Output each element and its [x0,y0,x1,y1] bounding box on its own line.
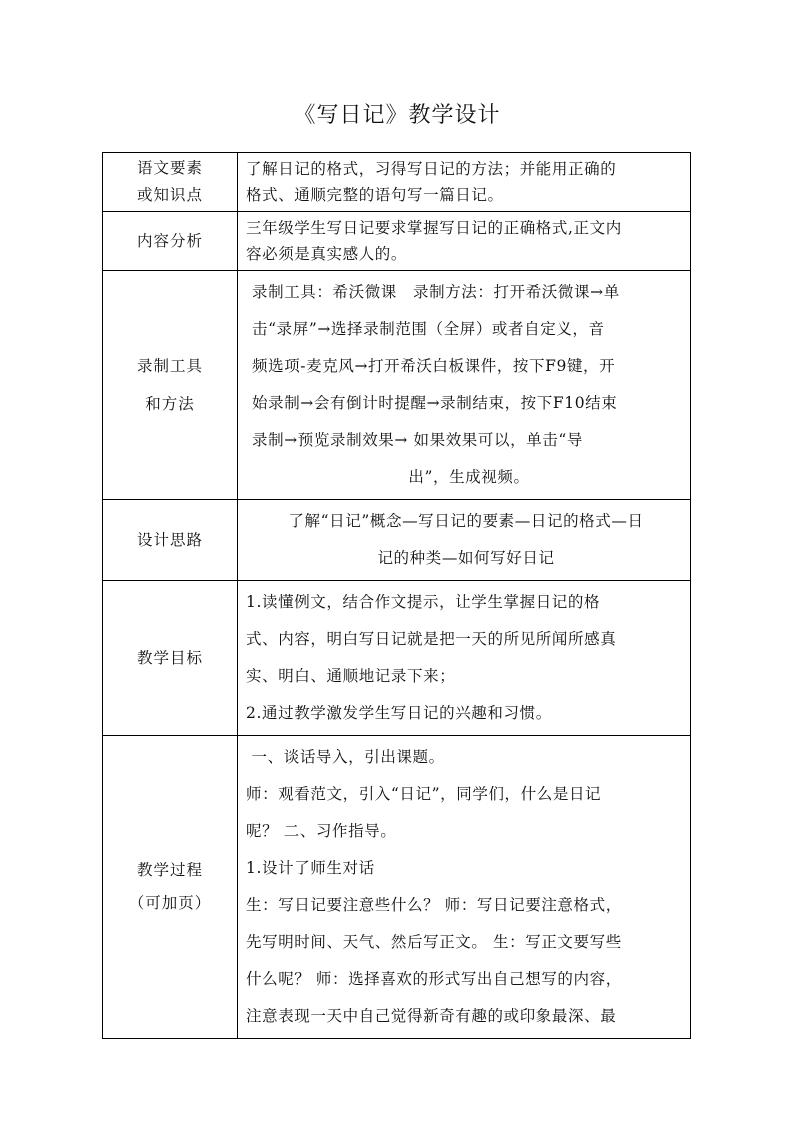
content-line: 三年级学生写日记要求掌握写日记的正确格式,正文内 [246,219,622,237]
row-label-teaching-process [103,736,238,1039]
row-label-recording [103,271,238,500]
content-line: 一、谈话导入，引出课题。 [246,748,445,766]
content-line: 频选项-麦克风→打开希沃白板课件，按下F9键，开 [252,357,616,375]
row-label-design-idea [103,500,238,581]
content-line: 1.设计了师生对话 [246,859,375,877]
content-line: 式、内容，明白写日记就是把一天的所见所闻所感真 [246,630,617,648]
content-line: 始录制→会有倒计时提醒→录制结束，按下F10结束 [252,394,618,412]
row-content-teaching-goals [238,581,691,736]
content-line: 1.读懂例文，结合作文提示，让学生掌握日记的格 [246,593,601,611]
label-line: 教学过程 [136,861,203,879]
content-line: 实、明白、通顺地记录下来； [246,667,456,685]
label-line: （可加页） [128,894,212,912]
content-line: 注意表现一天中自己觉得新奇有趣的或印象最深、最 [246,1007,617,1025]
label-line: 或知识点 [136,186,203,204]
row-label-teaching-goals [103,581,238,736]
table-row-design-idea [103,500,691,581]
row-content-design-idea [238,500,691,581]
label-line: 语文要素 [136,159,203,177]
label-line: 设计思路 [136,530,203,549]
table-row-content-analysis [103,212,691,271]
row-content-content-analysis [238,212,691,271]
lesson-plan-table [102,152,691,1039]
row-content-teaching-process [238,736,691,1039]
content-line: 录制→预览录制效果→ 如果效果可以，单击“导 [252,431,584,449]
content-line: 记的种类—如何写好日记 [377,549,555,567]
content-line: 呢？ 二、习作指导。 [246,822,397,840]
content-line: 击“录屏”→选择录制范围（全屏）或者自定义，音 [252,320,605,338]
label-line: 和方法 [145,395,195,413]
content-line: 什么呢？ 师：选择喜欢的形式写出自己想写的内容， [246,970,622,988]
table-row-teaching-process [103,736,691,1039]
label-line: 教学目标 [136,648,203,667]
content-line: 格式、通顺完整的语句写一篇日记。 [246,186,504,204]
table-row-knowledge [103,153,691,212]
content-line: 2.通过教学激发学生写日记的兴趣和习惯。 [246,704,552,722]
row-label-knowledge [103,153,238,212]
content-line: 出”，生成视频。 [408,468,530,486]
content-line: 了解“日记”概念—写日记的要素—日记的格式—日 [288,512,644,530]
row-content-recording [238,271,691,500]
content-line: 师：观看范文，引入“日记”，同学们，什么是日记 [246,785,602,803]
content-line: 生：写日记要注意些什么？ 师：写日记要注意格式， [246,896,622,914]
content-line: 容必须是真实感人的。 [246,245,408,263]
label-line: 内容分析 [136,231,203,250]
content-line: 先写明时间、天气、然后写正文。 生：写正文要写些 [246,933,622,951]
content-line: 录制工具：希沃微课 录制方法：打开希沃微课→单 [252,283,620,301]
content-line: 了解日记的格式，习得写日记的方法；并能用正确的 [246,160,617,178]
row-label-content-analysis [103,212,238,271]
row-content-knowledge [238,153,691,212]
label-line: 录制工具 [136,357,203,375]
table-row-teaching-goals [103,581,691,736]
document-title: 《写日记》教学设计 [293,103,501,128]
table-row-recording [103,271,691,500]
